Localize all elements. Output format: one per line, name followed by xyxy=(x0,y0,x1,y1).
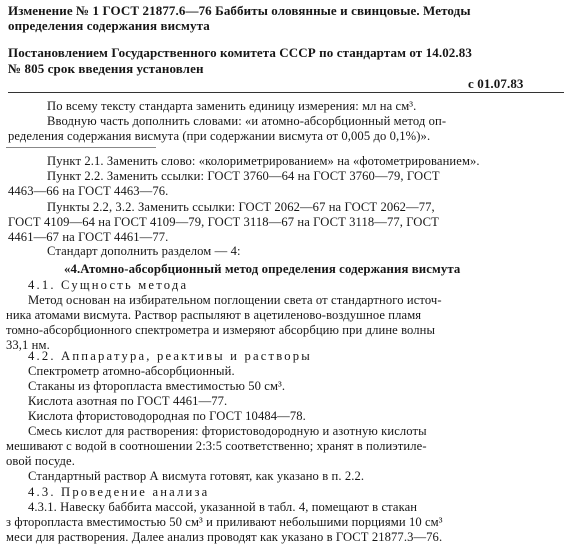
section-4-2-line-4: Кислота фтористоводородная по ГОСТ 10484—78. xyxy=(28,409,306,423)
approval-line-2: № 805 срок введения установлен xyxy=(8,61,204,76)
paragraph-items-line-3: 4461—67 на ГОСТ 4461—77. xyxy=(8,230,169,244)
section-4-2-line-1: Спектрометр атомно-абсорбционный. xyxy=(28,364,235,378)
section-4-2-line-5: Смесь кислот для растворения: фтористоводородную и азотную кислоты xyxy=(28,424,427,438)
section-4-2-line-2: Стаканы из фторопласта вместимостью 50 см³. xyxy=(28,379,286,393)
section-4-title: «4.Атомно-абсорбционный метод определения содержания висмута xyxy=(64,262,461,276)
section-4-2-line-3: Кислота азотная по ГОСТ 4461—77. xyxy=(28,394,228,408)
change-title-line-2: определения содержания висмута xyxy=(8,18,210,33)
paragraph-units: По всему тексту стандарта заменить единицу измерения: мл на см³. xyxy=(47,99,417,113)
paragraph-item-2-2-line-2: 4463—66 на ГОСТ 4463—76. xyxy=(8,184,169,198)
section-4-2-line-6: мешивают с водой в соотношении 2:3:5 соответственно; хранят в полиэтиле- xyxy=(6,439,427,453)
section-4-3-1-line-3: меси для растворения. Далее анализ проводят как указано в ГОСТ 21877.3—76. xyxy=(6,530,443,544)
effective-date: с 01.07.83 xyxy=(468,76,524,91)
section-4-3-1-line-1: 4.3.1. Навеску баббита массой, указанной в табл. 4, помещают в стакан xyxy=(28,500,418,514)
change-title-line-1: Изменение № 1 ГОСТ 21877.6—76 Баббиты оловянные и свинцовые. Методы xyxy=(8,3,471,18)
section-4-1-line-1: Метод основан на избирательном поглощении света от стандартного источ- xyxy=(28,293,442,307)
section-4-2-heading: 4.2. Аппаратура, реактивы и растворы xyxy=(28,349,312,363)
paragraph-item-2-1: Пункт 2.1. Заменить слово: «колориметрированием» на «фотометрированием». xyxy=(47,154,480,168)
section-4-1-heading: 4.1. Сущность метода xyxy=(28,278,189,292)
approval-line-1: Постановлением Государственного комитета СССР по стандартам от 14.02.83 xyxy=(8,45,472,60)
paragraph-intro-line-2: ределения содержания висмута (при содержании висмута от 0,005 до 0,1%)». xyxy=(8,129,431,143)
paragraph-intro-line-1: Вводную часть дополнить словами: «и атомно-абсорбционный метод оп- xyxy=(47,114,447,128)
paragraph-items-line-2: ГОСТ 4109—64 на ГОСТ 4109—79, ГОСТ 3118—67 на ГОСТ 3118—77, ГОСТ xyxy=(8,215,439,229)
section-divider xyxy=(6,147,156,148)
paragraph-items-line-1: Пункты 2.2, 3.2. Заменить ссылки: ГОСТ 2062—67 на ГОСТ 2062—77, xyxy=(47,200,435,214)
section-4-1-line-4: 33,1 нм. xyxy=(6,338,50,352)
paragraph-item-2-2-line-1: Пункт 2.2. Заменить ссылки: ГОСТ 3760—64 на ГОСТ 3760—79, ГОСТ xyxy=(47,169,440,183)
section-4-2-line-7: овой посуде. xyxy=(6,454,75,468)
section-4-1-line-2: ника атомами висмута. Раствор распыляют в ацетиленово-воздушное пламя xyxy=(6,308,422,322)
header-divider xyxy=(8,92,564,93)
section-4-1-line-3: томно-абсорбционного спектрометра и измеряют абсорбцию при длине волны xyxy=(6,323,436,337)
section-4-3-heading: 4.3. Проведение анализа xyxy=(28,485,210,499)
paragraph-add-section: Стандарт дополнить разделом — 4: xyxy=(47,244,241,258)
section-4-2-line-8: Стандартный раствор А висмута готовят, как указано в п. 2.2. xyxy=(28,469,365,483)
section-4-3-1-line-2: з фторопласта вместимостью 50 см³ и приливают небольшими порциями 10 см³ xyxy=(6,515,443,529)
